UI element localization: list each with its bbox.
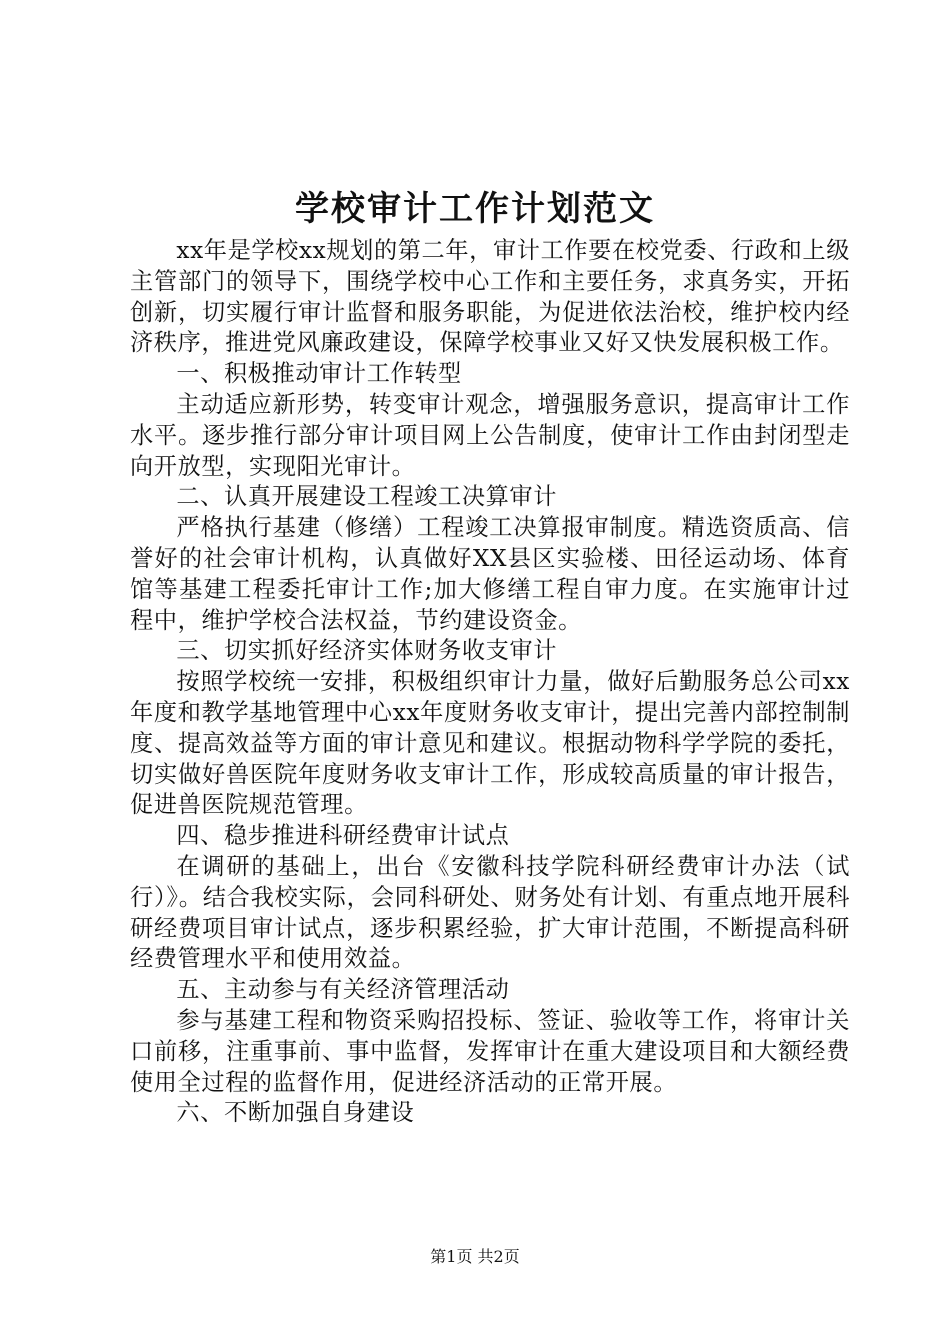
paragraph-1: 主动适应新形势，转变审计观念，增强服务意识，提高审计工作水平。逐步推行部分审计项目网上公告制度，使审计工作由封闭型走向开放型，实现阳光审计。 [130, 390, 850, 480]
section-heading-1: 一、积极推动审计工作转型 [176, 360, 462, 388]
section-heading-3: 三、切实抓好经济实体财务收支审计 [176, 637, 557, 665]
paragraph-4: 在调研的基础上，出台《安徽科技学院科研经费审计办法（试行）》。结合我校实际，会同科研处、财务处有计划、有重点地开展科研经费项目审计试点，逐步积累经验，扩大审计范围，不断提高科研经费管理水平和使用效益。 [130, 852, 850, 973]
paragraph-5: 参与基建工程和物资采购招投标、签证、验收等工作，将审计关口前移，注重事前、事中监督，发挥审计在重大建设项目和大额经费使用全过程的监督作用，促进经济活动的正常开展。 [130, 1006, 850, 1096]
section-heading-6: 六、不断加强自身建设 [176, 1099, 415, 1127]
paragraph-2: 严格执行基建（修缮）工程竣工决算报审制度。精选资质高、信誉好的社会审计机构，认真做好XX县区实验楼、田径运动场、体育馆等基建工程委托审计工作;加大修缮工程自审力度。在实施审计过程中，维护学校合法权益，节约建设资金。 [130, 514, 850, 634]
paragraph-3: 按照学校统一安排，积极组织审计力量，做好后勤服务总公司xx年度和教学基地管理中心xx年度财务收支审计，提出完善内部控制制度、提高效益等方面的审计意见和建议。根据动物科学学院的委托，切实做好兽医院年度财务收支审计工作，形成较高质量的审计报告，促进兽医院规范管理。 [130, 668, 850, 819]
document-body [130, 236, 850, 1129]
document-title: 学校审计工作计划范文 [295, 189, 655, 229]
paragraph-intro: xx年是学校xx规划的第二年，审计工作要在校党委、行政和上级主管部门的领导下，围绕学校中心工作和主要任务，求真务实，开拓创新，切实履行审计监督和服务职能，为促进依法治校，维护校内经济秩序，推进党风廉政建设，保障学校事业又好又快发展积极工作。 [130, 237, 850, 357]
section-heading-2: 二、认真开展建设工程竣工决算审计 [176, 483, 557, 511]
section-heading-5: 五、主动参与有关经济管理活动 [176, 976, 510, 1004]
section-heading-4: 四、稳步推进科研经费审计试点 [176, 822, 510, 850]
page-footer: 第1页 共2页 [430, 1247, 520, 1266]
